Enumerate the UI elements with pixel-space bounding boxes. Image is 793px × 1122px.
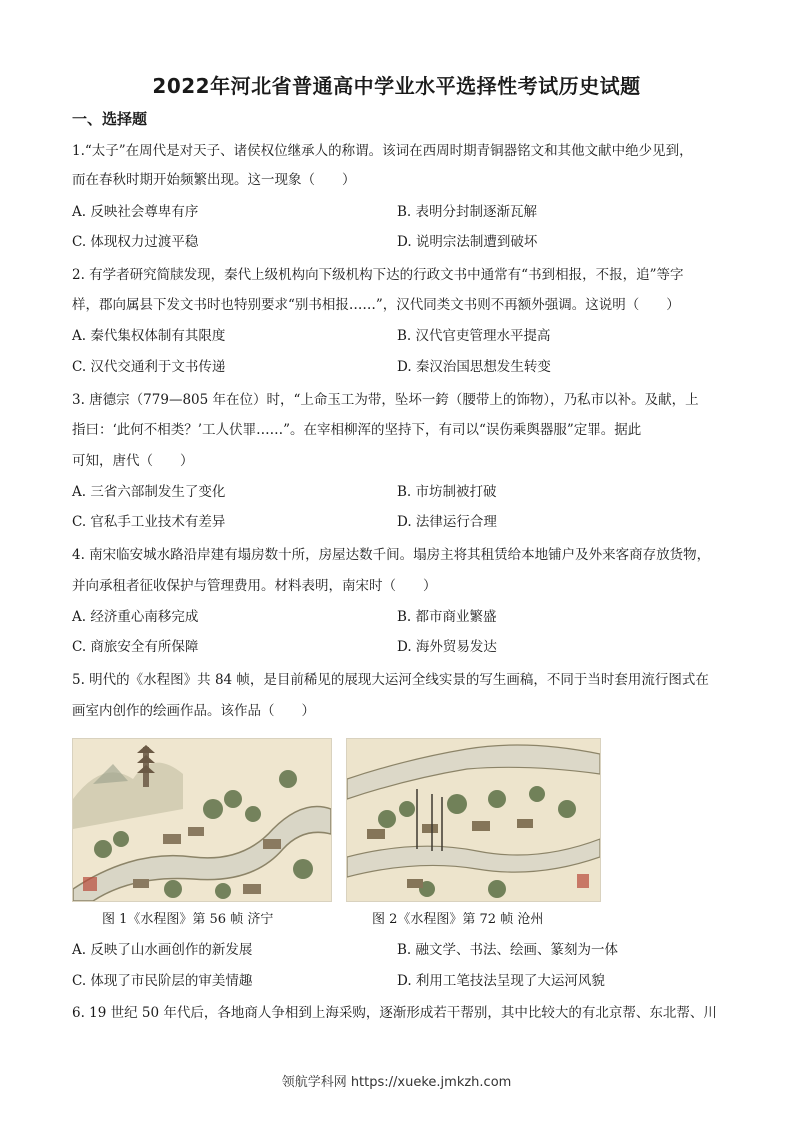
figure-1-caption: 图 1《水程图》第 56 帧 济宁	[102, 912, 274, 927]
figure-1-painting	[72, 738, 332, 902]
q4-line-1: 4. 南宋临安城水路沿岸建有塌房数十所，房屋达数千间。塌房主将其租赁给本地铺户及外来客商存放货物，	[72, 547, 711, 563]
q6-line-1: 6. 19 世纪 50 年代后，各地商人争相到上海采购，逐渐形成若干帮别，其中比较大的有北京帮、东北帮、川	[72, 1005, 717, 1021]
figure-2-caption: 图 2《水程图》第 72 帧 沧州	[372, 912, 544, 927]
q4-option-b: B. 都市商业繁盛	[397, 609, 497, 625]
q4-option-a: A. 经济重心南移完成	[72, 609, 199, 625]
q5-line-1: 5. 明代的《水程图》共 84 帧，是目前稀见的展现大运河全线实景的写生画稿，不同于当时套用流行图式在	[72, 672, 709, 688]
q5-option-a: A. 反映了山水画创作的新发展	[72, 942, 253, 958]
q3-line-1: 3. 唐德宗（779—805 年在位）时，“上命玉工为带，坠坏一銙（腰带上的饰物），乃私市以补。及献，上	[72, 392, 699, 408]
section-heading: 一、选择题	[72, 110, 148, 128]
q1-option-d: D. 说明宗法制遭到破坏	[397, 234, 538, 250]
q4-line-2: 并向承租者征收保护与管理费用。材料表明，南宋时（ ）	[72, 578, 437, 594]
q2-line-1: 2. 有学者研究简牍发现，秦代上级机构向下级机构下达的行政文书中通常有“书到相报，不报，追”等字	[72, 267, 684, 283]
q5-option-b: B. 融文学、书法、绘画、篆刻为一体	[397, 942, 619, 958]
q2-option-b: B. 汉代官吏管理水平提高	[397, 328, 551, 344]
q4-option-c: C. 商旅安全有所保障	[72, 639, 199, 655]
q3-line-3: 可知，唐代（ ）	[72, 453, 194, 469]
figure-1-illustration	[73, 739, 331, 901]
q1-line-1: 1.“太子”在周代是对天子、诸侯权位继承人的称谓。该词在西周时期青铜器铭文和其他文献中绝少见到，	[72, 143, 693, 159]
q3-line-2: 指曰：‘此何不相类？’工人伏罪……”。在宰相柳浑的坚持下，有司以“误伤乘舆器服”定罪。据此	[72, 422, 642, 438]
q1-line-2: 而在春秋时期开始频繁出现。这一现象（ ）	[72, 172, 356, 188]
q4-option-d: D. 海外贸易发达	[397, 639, 497, 655]
figure-2-painting	[346, 738, 601, 902]
q2-option-a: A. 秦代集权体制有其限度	[72, 328, 226, 344]
q2-option-c: C. 汉代交通利于文书传递	[72, 359, 226, 375]
q3-option-a: A. 三省六部制发生了变化	[72, 484, 226, 500]
q5-option-d: D. 利用工笔技法呈现了大运河风貌	[397, 973, 605, 989]
q3-option-b: B. 市坊制被打破	[397, 484, 497, 500]
q2-option-d: D. 秦汉治国思想发生转变	[397, 359, 551, 375]
page-footer: 领航学科网 https://xueke.jmkzh.com	[281, 1075, 512, 1090]
figure-2-illustration	[347, 739, 600, 901]
page-title: 2022年河北省普通高中学业水平选择性考试历史试题	[152, 74, 641, 98]
q5-option-c: C. 体现了市民阶层的审美情趣	[72, 973, 253, 989]
q2-line-2: 样，郡向属县下发文书时也特别要求“别书相报……”，汉代同类文书则不再额外强调。这说明（ ）	[72, 297, 680, 313]
q3-option-d: D. 法律运行合理	[397, 514, 497, 530]
q3-option-c: C. 官私手工业技术有差异	[72, 514, 226, 530]
q1-option-b: B. 表明分封制逐渐瓦解	[397, 204, 538, 220]
q1-option-c: C. 体现权力过渡平稳	[72, 234, 199, 250]
q1-option-a: A. 反映社会尊卑有序	[72, 204, 199, 220]
q5-line-2: 画室内创作的绘画作品。该作品（ ）	[72, 703, 315, 719]
